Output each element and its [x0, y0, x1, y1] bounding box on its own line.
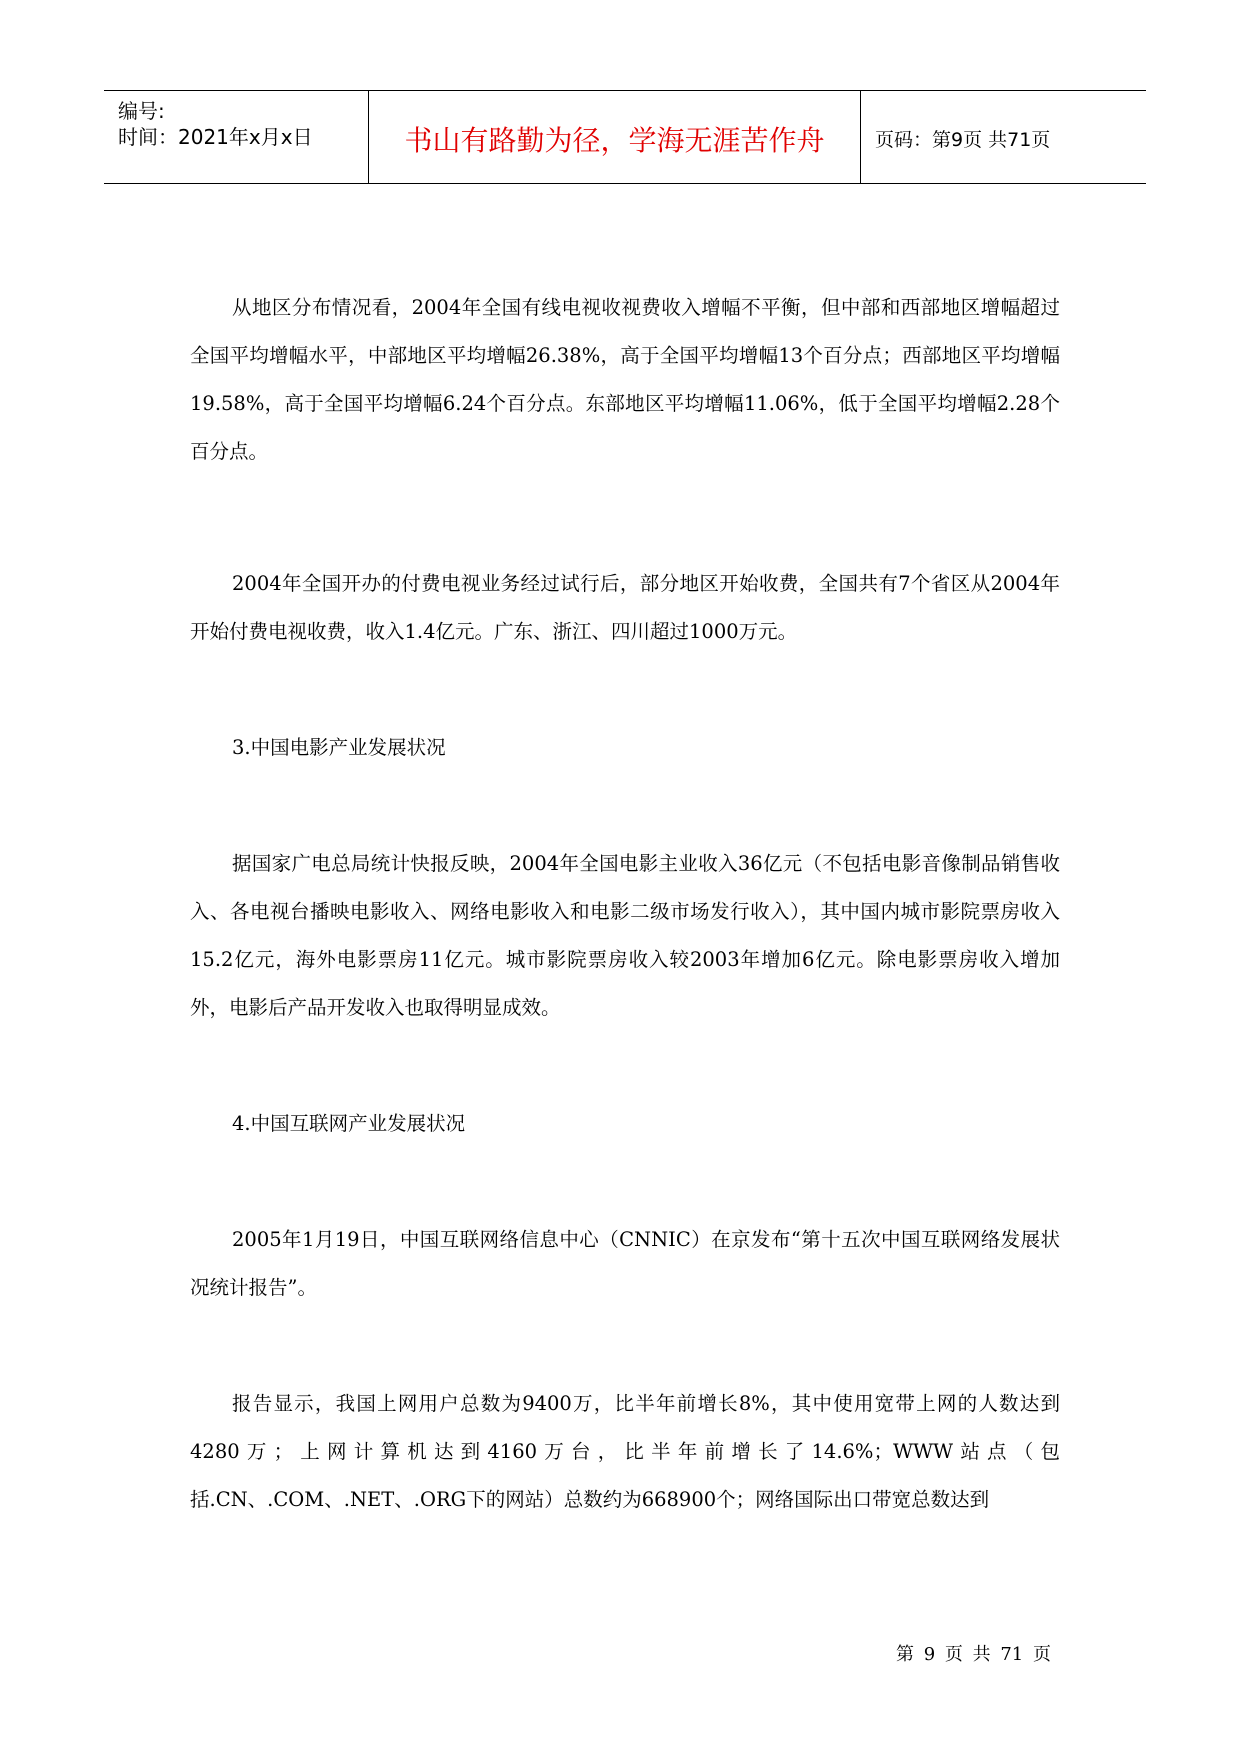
- header-page-info: 页码：第9页 共71页: [875, 129, 1051, 151]
- paragraph-cnnic-report: 2005年1月19日，中国互联网络信息中心（CNNIC）在京发布“第十五次中国互联网络发展状况统计报告”。: [190, 1228, 1060, 1299]
- header-left-cell: [104, 91, 369, 183]
- paragraph-pay-tv: 2004年全国开办的付费电视业务经过试行后，部分地区开始收费，全国共有7个省区从2004年开始付费电视收费，收入1.4亿元。广东、浙江、四川超过1000万元。: [190, 572, 1060, 643]
- paragraph-regional-distribution: 从地区分布情况看，2004年全国有线电视收视费收入增幅不平衡，但中部和西部地区增幅超过全国平均增幅水平，中部地区平均增幅26.38%，高于全国平均增幅13个百分点；西部地区平均增幅19.58%，高于全国平均增幅6.24个百分点。东部地区平均增幅11.06%，低于全国平均增幅2.28个百分点。: [190, 296, 1060, 463]
- header-motto: 书山有路勤为径，学海无涯苦作舟: [404, 124, 825, 157]
- section-heading-internet-industry: 4.中国互联网产业发展状况: [232, 1112, 466, 1135]
- document-number-label: 编号:: [118, 99, 165, 123]
- section-heading-film-industry: 3.中国电影产业发展状况: [232, 736, 446, 759]
- paragraph-film-revenue: 据国家广电总局统计快报反映，2004年全国电影主业收入36亿元（不包括电影音像制品销售收入、各电视台播映电影收入、网络电影收入和电影二级市场发行收入），其中国内城市影院票房收入15.2亿元，海外电影票房11亿元。城市影院票房收入较2003年增加6亿元。除电影票房收入增加外，电影后产品开发收入也取得明显成效。: [190, 852, 1060, 1019]
- header-middle-cell: [369, 91, 861, 183]
- header-right-cell: [861, 91, 1146, 183]
- page-footer-number: 第 9 页 共 71 页: [896, 1644, 1051, 1665]
- document-body: [190, 284, 1060, 1524]
- paragraph-report-statistics: 报告显示，我国上网用户总数为9400万，比半年前增长8%，其中使用宽带上网的人数达到4280万；上网计算机达到4160万台，比半年前增长了14.6%；WWW站点（包括.CN、.COM、.NET、.ORG下的网站）总数约为668900个；网络国际出口带宽总数达到: [190, 1392, 1060, 1511]
- page-header: [104, 90, 1146, 184]
- document-date-label: 时间：2021年x月x日: [118, 125, 313, 149]
